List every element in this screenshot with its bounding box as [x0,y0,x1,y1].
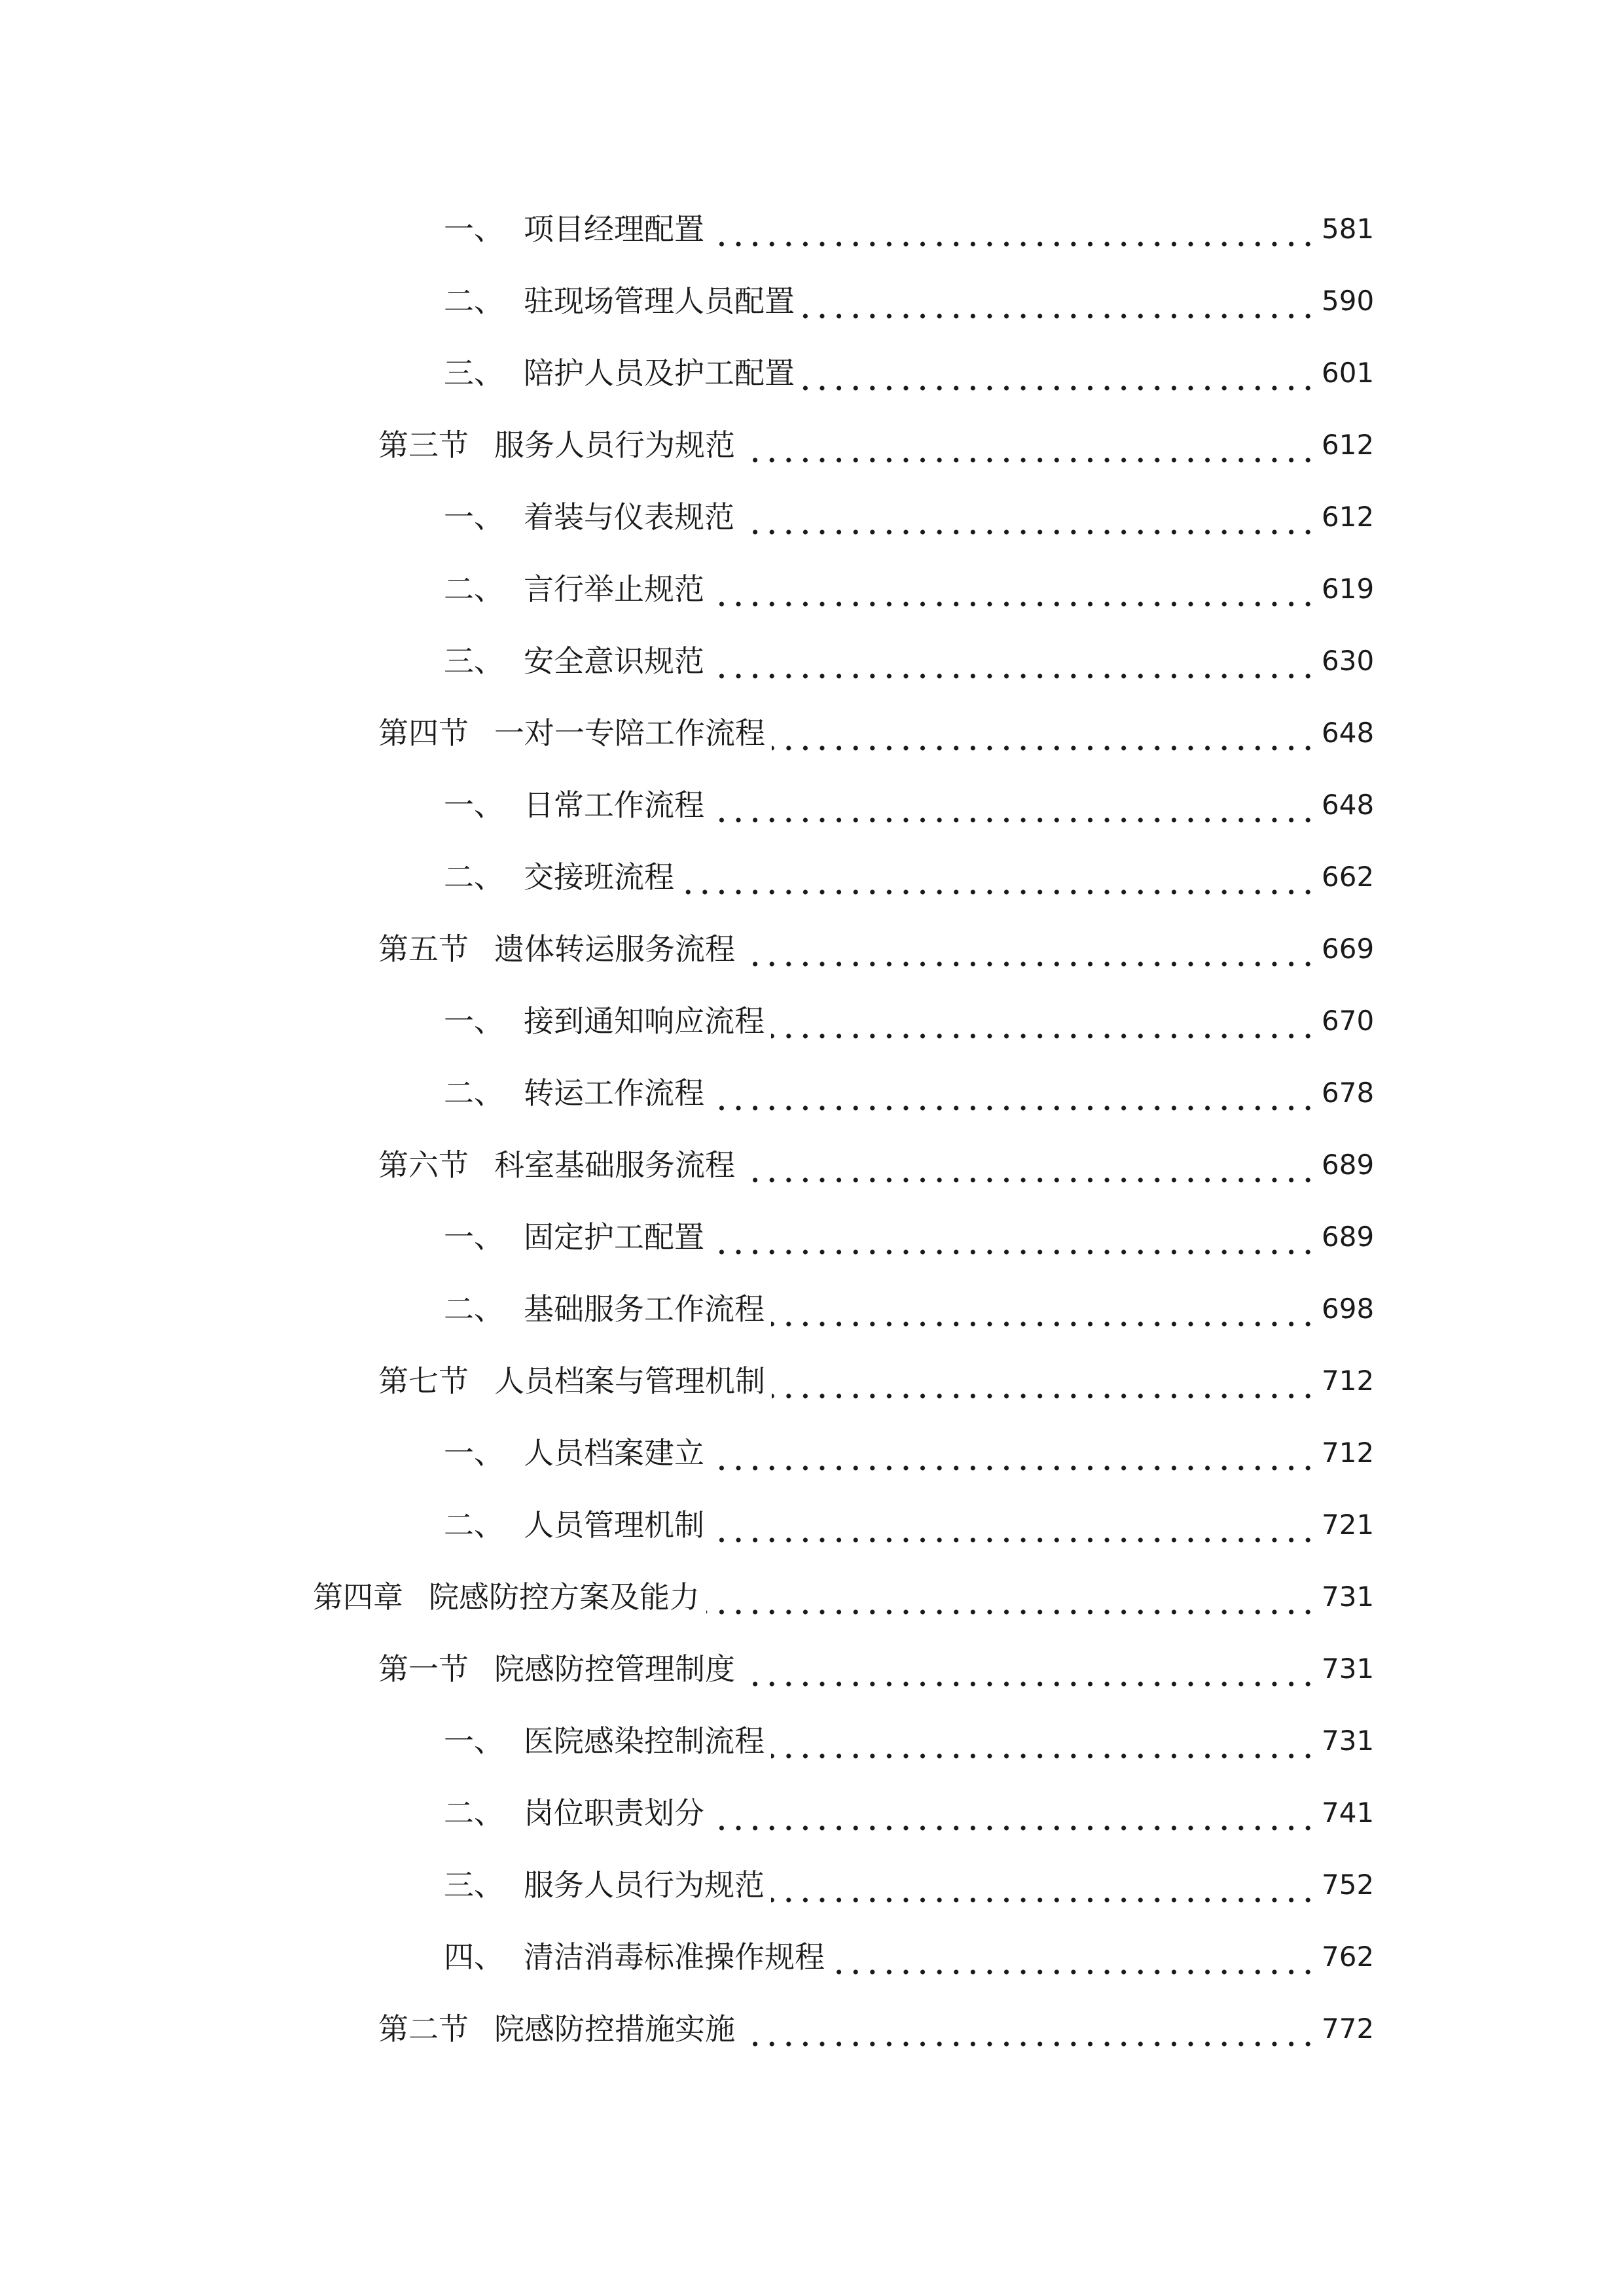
toc-entry-number: 三、 [444,1867,504,1903]
toc-entry[interactable] [0,2000,1624,2058]
toc-dot-leader [711,776,1316,834]
toc-entry-title: 服务人员行为规范 [494,427,735,463]
toc-dot-leader [772,704,1316,762]
toc-entry-number: 一、 [444,1003,504,1039]
toc-dot-leader [801,344,1316,403]
toc-entry-title: 接到通知响应流程 [524,1003,765,1039]
toc-dot-leader [711,200,1316,259]
toc-dot-leader [801,272,1316,331]
toc-entry-page: 630 [1322,645,1375,677]
toc-entry-number: 二、 [444,1291,504,1327]
toc-entry-number: 第七节 [378,1363,469,1399]
toc-entry-page: 678 [1322,1077,1375,1109]
toc-entry[interactable] [0,344,1624,403]
toc-entry-title: 陪护人员及护工配置 [524,355,795,391]
toc-entry-title: 岗位职责划分 [524,1795,704,1831]
toc-entry-title: 着装与仪表规范 [524,499,734,535]
toc-dot-leader [711,1496,1316,1554]
toc-entry[interactable] [0,200,1624,259]
toc-entry-number: 三、 [444,355,504,391]
toc-entry-title: 院感防控管理制度 [494,1651,735,1687]
toc-entry[interactable] [0,776,1624,834]
toc-dot-leader [831,1928,1316,1986]
toc-entry-number: 一、 [444,211,504,247]
toc-entry[interactable] [0,1208,1624,1266]
toc-dot-leader [771,1712,1316,1770]
toc-entry-title: 人员档案与管理机制 [494,1363,765,1399]
toc-entry-page: 772 [1322,2013,1375,2045]
toc-entry-title: 固定护工配置 [524,1219,704,1255]
toc-entry-title: 转运工作流程 [524,1075,704,1111]
toc-dot-leader [711,1208,1316,1266]
toc-entry-page: 590 [1322,285,1375,317]
toc-entry-number: 一、 [444,1219,504,1255]
toc-entry[interactable] [0,992,1624,1050]
toc-dot-leader [681,848,1316,906]
toc-dot-leader [742,920,1316,978]
toc-entry-title: 交接班流程 [524,859,674,895]
toc-entry-number: 三、 [444,643,504,679]
toc-entry-title: 服务人员行为规范 [524,1867,765,1903]
toc-entry-number: 一、 [444,787,504,823]
toc-entry[interactable] [0,704,1624,762]
toc-entry-title: 人员管理机制 [524,1507,704,1543]
toc-dot-leader [711,1064,1316,1122]
toc-entry-title: 基础服务工作流程 [524,1291,765,1327]
toc-entry[interactable] [0,1784,1624,1842]
toc-entry[interactable] [0,1856,1624,1914]
toc-dot-leader [711,1784,1316,1842]
toc-dot-leader [772,1352,1316,1410]
toc-entry[interactable] [0,1352,1624,1410]
toc-dot-leader [741,488,1316,547]
toc-entry-page: 741 [1322,1797,1375,1829]
toc-entry[interactable] [0,560,1624,619]
toc-dot-leader [771,1856,1316,1914]
toc-dot-leader [742,1640,1316,1698]
toc-entry-page: 731 [1322,1725,1375,1757]
toc-entry-number: 二、 [444,1795,504,1831]
toc-entry[interactable] [0,1136,1624,1194]
toc-entry-page: 669 [1322,933,1375,965]
toc-entry-title: 言行举止规范 [524,571,704,607]
toc-entry-number: 一、 [444,499,504,535]
toc-entry-title: 驻现场管理人员配置 [524,283,795,319]
toc-dot-leader [711,1424,1316,1482]
toc-entry-number: 二、 [444,283,504,319]
toc-entry[interactable] [0,1640,1624,1698]
toc-entry-title: 日常工作流程 [524,787,704,823]
toc-dot-leader [771,992,1316,1050]
toc-entry-number: 一、 [444,1435,504,1471]
toc-entry-number: 二、 [444,859,504,895]
toc-entry[interactable] [0,1568,1624,1626]
toc-entry[interactable] [0,1496,1624,1554]
toc-entry[interactable] [0,920,1624,978]
toc-entry-number: 第二节 [378,2011,469,2047]
toc-entry[interactable] [0,272,1624,331]
toc-entry[interactable] [0,1712,1624,1770]
toc-entry-page: 712 [1322,1365,1375,1397]
toc-entry-number: 第四节 [378,715,469,751]
toc-entry-page: 581 [1322,213,1375,245]
toc-entry-number: 二、 [444,1507,504,1543]
toc-entry-title: 医院感染控制流程 [524,1723,765,1759]
toc-dot-leader [706,1568,1316,1626]
toc-entry-page: 619 [1322,573,1375,605]
toc-entry-number: 第四章 [313,1579,403,1615]
toc-entry-page: 731 [1322,1581,1375,1613]
toc-entry[interactable] [0,488,1624,547]
toc-dot-leader [711,560,1316,619]
toc-dot-leader [711,632,1316,691]
toc-dot-leader [742,2000,1316,2058]
toc-entry[interactable] [0,1064,1624,1122]
toc-entry-title: 清洁消毒标准操作规程 [524,1939,825,1975]
toc-entry-page: 648 [1322,789,1375,821]
toc-dot-leader [771,1280,1316,1338]
toc-entry-title: 科室基础服务流程 [494,1147,735,1183]
toc-entry-page: 712 [1322,1437,1375,1469]
toc-entry-page: 612 [1322,501,1375,533]
toc-entry-number: 一、 [444,1723,504,1759]
toc-entry[interactable] [0,416,1624,475]
toc-entry-page: 698 [1322,1293,1375,1325]
toc-entry-number: 第六节 [378,1147,469,1183]
toc-dot-leader [742,416,1316,475]
toc-entry-page: 612 [1322,429,1375,461]
toc-entry-page: 721 [1322,1509,1375,1541]
toc-entry-page: 670 [1322,1005,1375,1037]
toc-entry-number: 第五节 [378,931,469,967]
toc-entry-title: 项目经理配置 [524,211,704,247]
toc-entry-title: 人员档案建立 [524,1435,704,1471]
toc-entry-title: 一对一专陪工作流程 [494,715,765,751]
toc-entry-title: 院感防控措施实施 [494,2011,735,2047]
toc-entry-page: 662 [1322,861,1375,893]
toc-entry-number: 四、 [444,1939,504,1975]
toc-entry-number: 二、 [444,571,504,607]
toc-entry-number: 第三节 [378,427,469,463]
toc-entry[interactable] [0,1280,1624,1338]
toc-entry-title: 安全意识规范 [524,643,704,679]
toc-entry-page: 601 [1322,357,1375,389]
toc-entry-page: 762 [1322,1941,1375,1973]
toc-entry[interactable] [0,1928,1624,1986]
toc-entry-title: 遗体转运服务流程 [494,931,735,967]
toc-entry-page: 689 [1322,1149,1375,1181]
toc-entry[interactable] [0,632,1624,691]
toc-dot-leader [742,1136,1316,1194]
toc-entry-number: 二、 [444,1075,504,1111]
toc-entry[interactable] [0,1424,1624,1482]
toc-entry-number: 第一节 [378,1651,469,1687]
toc-entry-page: 648 [1322,717,1375,749]
toc-entry-page: 731 [1322,1653,1375,1685]
toc-entry[interactable] [0,848,1624,906]
toc-entry-title: 院感防控方案及能力 [429,1579,700,1615]
toc-entry-page: 752 [1322,1869,1375,1901]
toc-entry-page: 689 [1322,1221,1375,1253]
